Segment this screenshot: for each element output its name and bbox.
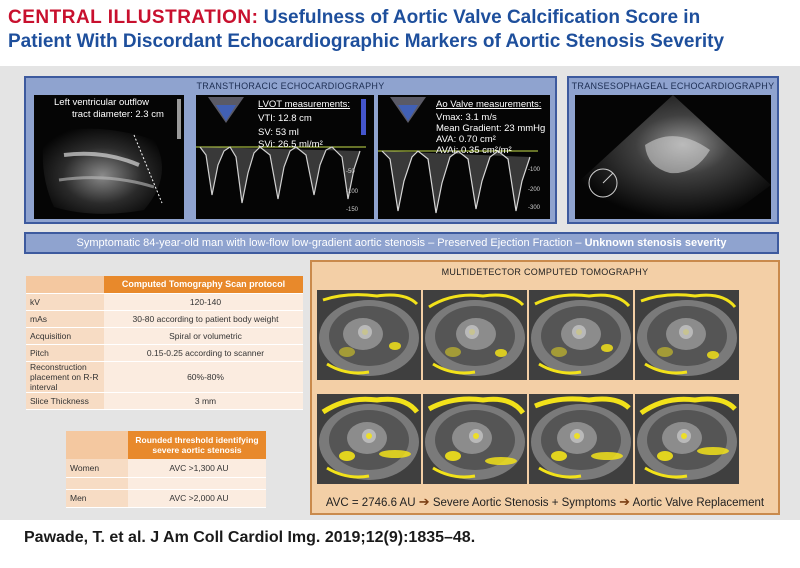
ao-mean-gradient: Mean Gradient: 23 mmHg: [436, 123, 546, 134]
ct-slice-image: [635, 290, 739, 380]
mdct-header: MULTIDETECTOR COMPUTED TOMOGRAPHY: [441, 267, 649, 277]
mdct-caption: [312, 494, 778, 510]
row-value: 3 mm: [104, 392, 303, 409]
summary-text: Symptomatic 84-year-old man with low-flow low-gradient aortic stenosis – Preserved Ejection Fraction –: [76, 237, 582, 249]
ct-slice-image: [529, 290, 633, 380]
tee-echo-graphic: [575, 95, 771, 219]
lvot-sv: SV: 53 ml: [258, 127, 299, 138]
ct-slice-image: [317, 394, 421, 484]
ct-protocol-header-row: [26, 276, 303, 293]
table-row: [26, 327, 303, 344]
lvot-measurements-title: LVOT measurements:: [258, 99, 351, 110]
lvot-diameter-label-1: Left ventricular outflow: [54, 97, 150, 108]
lvot-diameter-label-2: tract diameter: 2.3 cm: [72, 109, 164, 120]
title-line-2: Patient With Discordant Echocardiographic Markers of Aortic Stenosis Severity: [8, 31, 725, 52]
row-label: mAs: [26, 310, 104, 327]
row-label: Men: [66, 489, 128, 507]
row-value: 30-80 according to patient body weight: [104, 310, 303, 327]
table-row: [26, 392, 303, 409]
title-prefix: CENTRAL ILLUSTRATION:: [8, 7, 259, 28]
tee-panel: [567, 76, 779, 224]
ao-measurements-title: Ao Valve measurements:: [436, 99, 542, 110]
ct-slice-image: [635, 394, 739, 484]
ao-valve-doppler-image: Ao Valve measurements: Vmax: 3.1 m/s Mean Gradient: 23 mmHg AVA: 0.70 cm² AVAi: 0.35 cm²/m² -100 -200 -300: [378, 95, 550, 219]
table-row: [66, 489, 266, 507]
row-label: Acquisition: [26, 327, 104, 344]
row-value: 120-140: [104, 293, 303, 310]
row-value: AVC >2,000 AU: [128, 489, 266, 507]
tte-header: TRANSTHORACIC ECHOCARDIOGRAPHY: [196, 81, 385, 91]
row-value: AVC >1,300 AU: [128, 459, 266, 477]
ao-ava: AVA: 0.70 cm²: [436, 134, 496, 145]
row-label: Slice Thickness: [26, 392, 104, 409]
tee-image: [575, 95, 771, 219]
ct-slice-image: [317, 290, 421, 380]
ao-avai: AVAi: 0.35 cm²/m²: [436, 145, 512, 156]
ct-protocol-table: [26, 276, 303, 410]
mdct-panel: [310, 260, 780, 515]
table-row: [26, 361, 303, 392]
row-label: Women: [66, 459, 128, 477]
row-label: Reconstruction placement on R-R interval: [26, 361, 104, 392]
threshold-header: Rounded threshold identifying severe aortic stenosis: [128, 431, 266, 459]
caption-step-2: Severe Aortic Stenosis + Symptoms: [432, 497, 616, 509]
title-line-1: [8, 7, 700, 29]
summary-emphasis: Unknown stenosis severity: [584, 237, 727, 249]
citation: Pawade, T. et al. J Am Coll Cardiol Img. 2019;12(9):1835–48.: [24, 529, 476, 546]
title-text-1: Usefulness of Aortic Valve Calcification Score in: [263, 7, 701, 28]
table-row: [26, 344, 303, 361]
title-bar: [0, 0, 800, 66]
patient-summary-bar: [24, 232, 779, 254]
ct-slice-image: [423, 394, 527, 484]
caption-step-3: Aortic Valve Replacement: [632, 497, 765, 509]
row-value: Spiral or volumetric: [104, 327, 303, 344]
table-row: [26, 293, 303, 310]
ct-slice-image: [423, 290, 527, 380]
lvot-doppler-image: LVOT measurements: VTI: 12.8 cm SV: 53 ml SVi: 26.5 ml/m² -50 -100 -150: [196, 95, 374, 219]
threshold-header-row: [66, 431, 266, 459]
ct-slice-image: [529, 394, 633, 484]
arrow-right-icon: ➔: [619, 494, 631, 509]
illustration-body: [0, 66, 800, 520]
ct-protocol-header: Computed Tomography Scan protocol: [104, 276, 303, 293]
ao-vmax: Vmax: 3.1 m/s: [436, 112, 497, 123]
row-value: 60%-80%: [104, 361, 303, 392]
arrow-right-icon: ➔: [418, 494, 430, 509]
avc-score: AVC = 2746.6 AU: [325, 497, 416, 509]
lvot-svi: SVi: 26.5 ml/m²: [258, 139, 323, 150]
table-row: [66, 459, 266, 477]
lvot-vti: VTI: 12.8 cm: [258, 113, 312, 124]
row-label: Pitch: [26, 344, 104, 361]
tte-panel: [24, 76, 557, 224]
tee-header: TRANSESOPHAGEAL ECHOCARDIOGRAPHY: [571, 81, 775, 91]
lvot-diameter-image: [34, 95, 184, 219]
threshold-table: [66, 431, 266, 508]
table-row: [26, 310, 303, 327]
row-label: kV: [26, 293, 104, 310]
row-value: 0.15-0.25 according to scanner: [104, 344, 303, 361]
